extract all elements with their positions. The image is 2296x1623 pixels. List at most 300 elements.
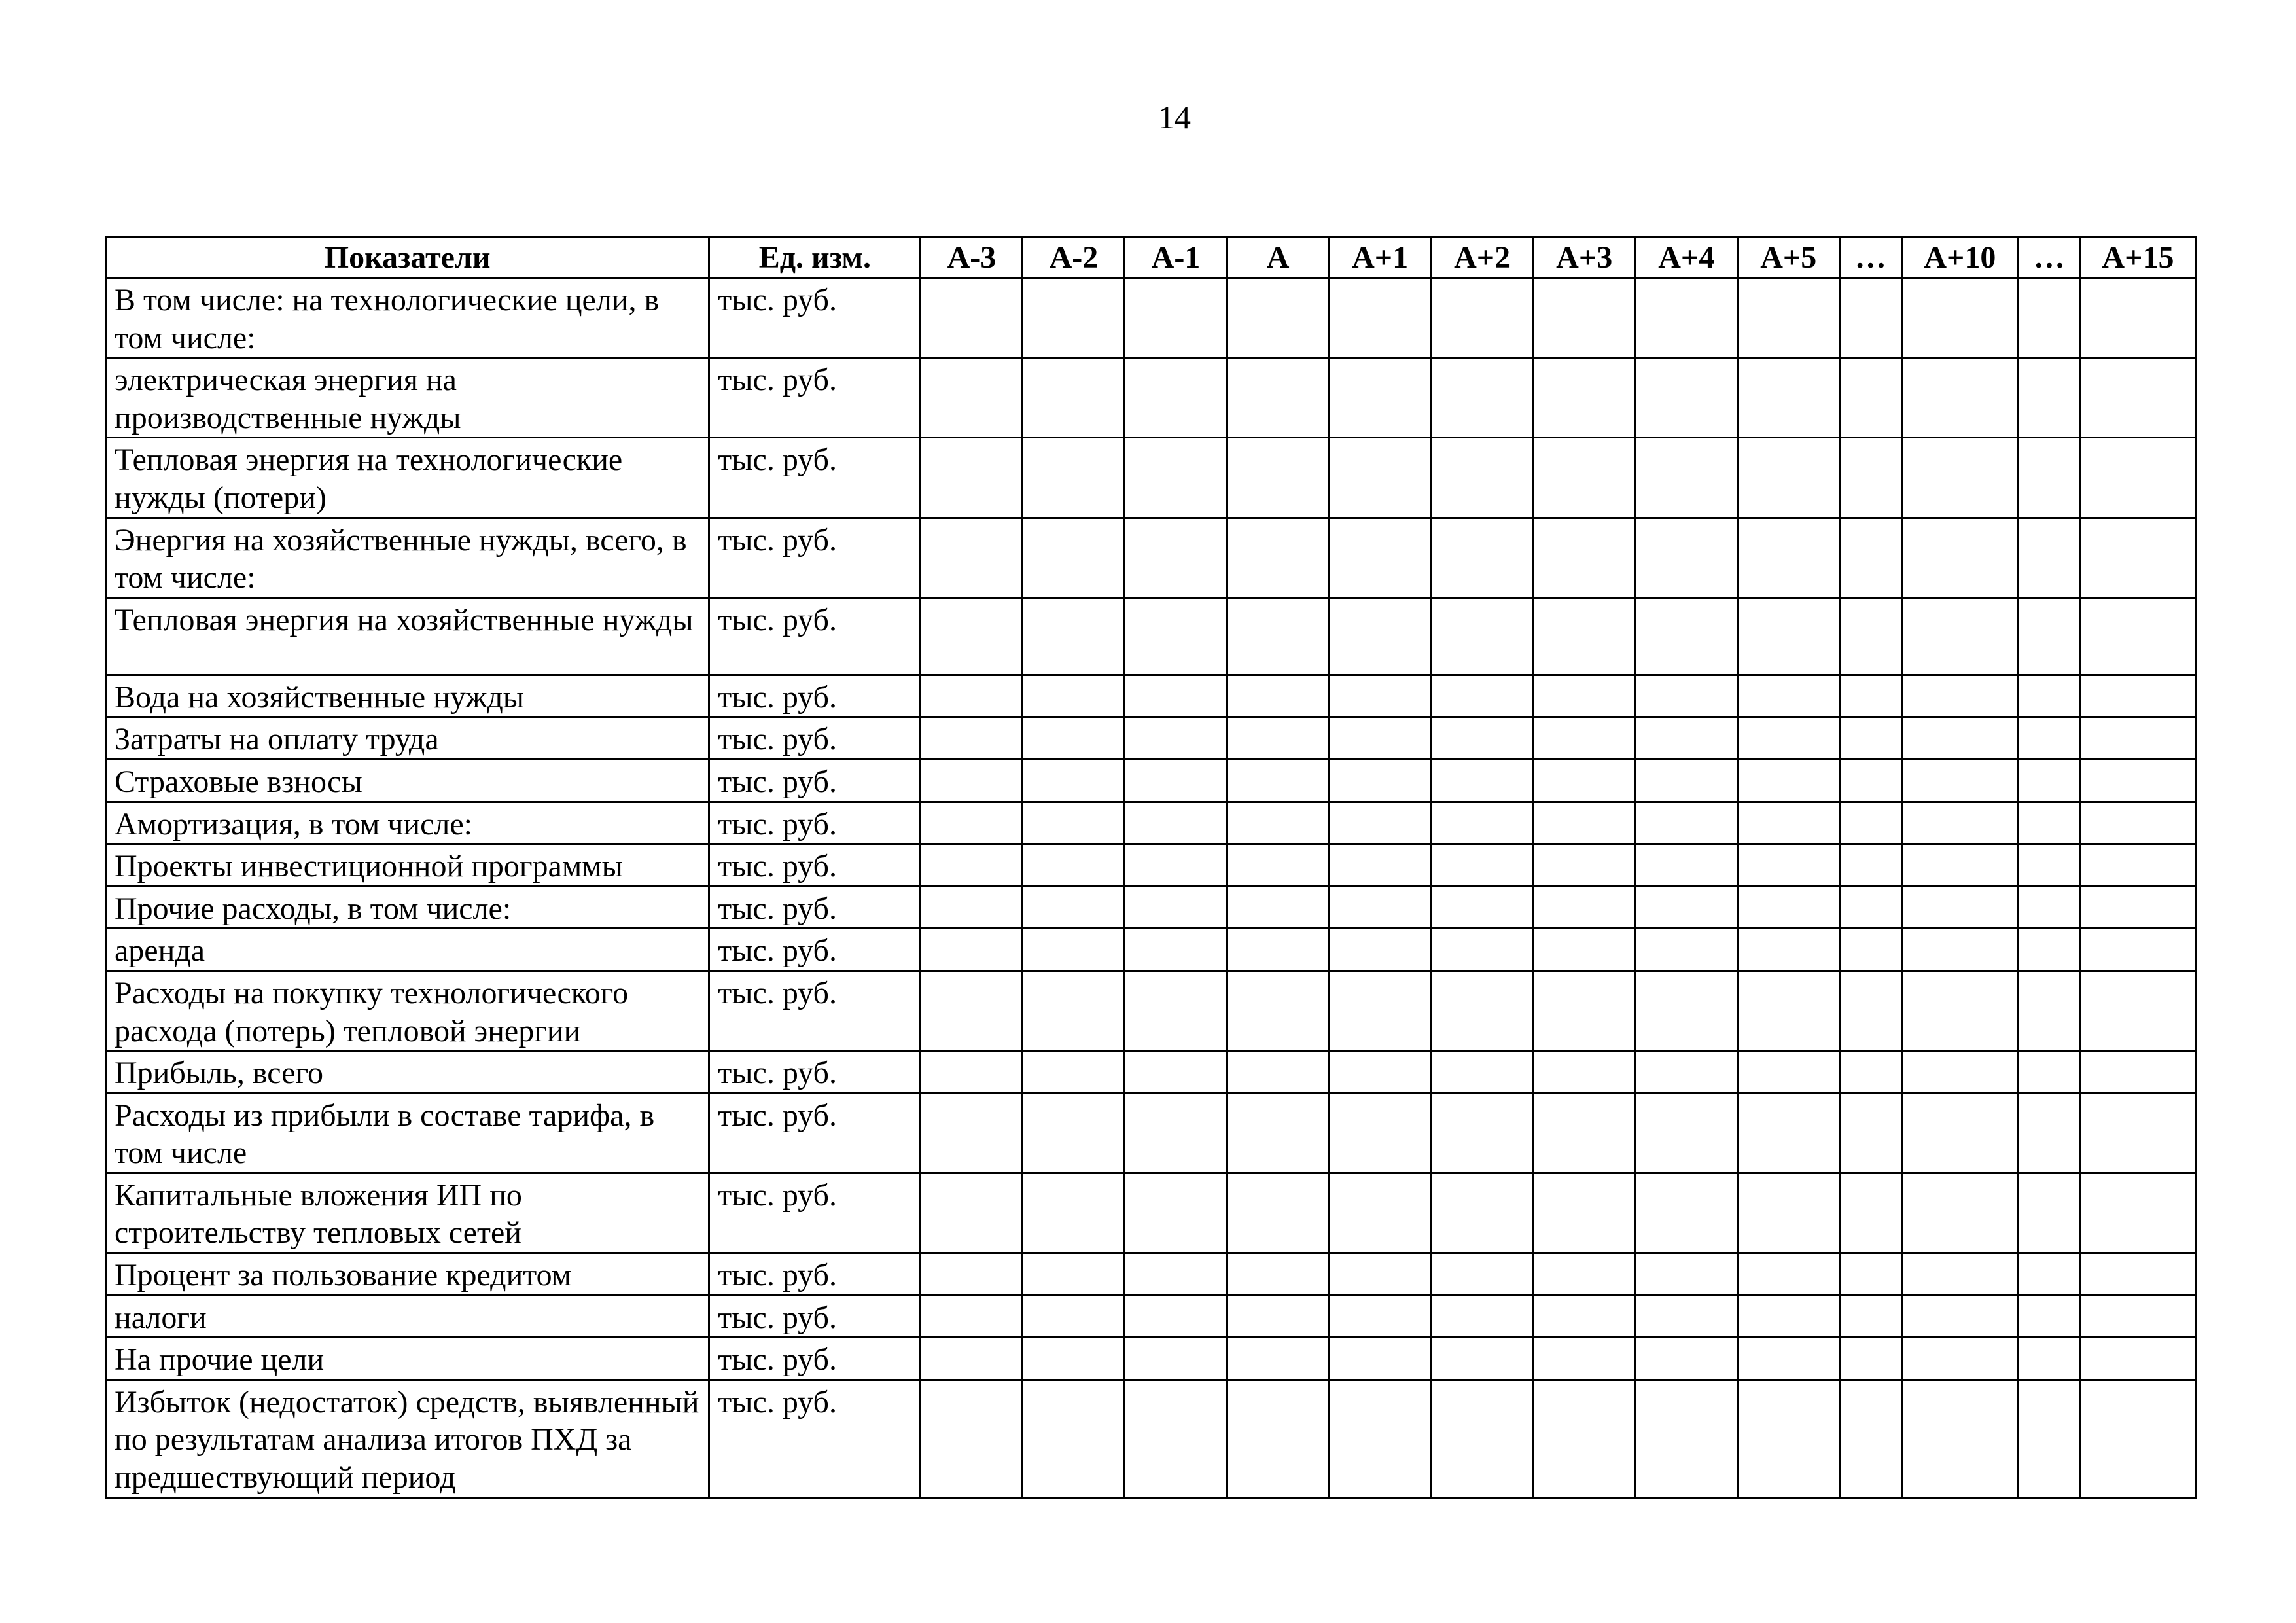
indicator-cell: В том числе: на технологические цели, в том числе:	[106, 278, 709, 358]
table-row	[106, 1173, 2196, 1253]
value-cell	[1533, 844, 1635, 887]
table-row	[106, 1295, 2196, 1338]
value-cell	[1431, 278, 1533, 358]
value-cell	[1227, 1093, 1329, 1173]
unit-cell: тыс. руб.	[709, 929, 921, 971]
value-cell	[921, 886, 1023, 929]
value-cell	[1227, 886, 1329, 929]
value-cell	[1329, 717, 1431, 760]
value-cell	[2080, 518, 2195, 597]
value-cell	[1125, 971, 1227, 1050]
value-cell	[2018, 886, 2080, 929]
value-cell	[1329, 438, 1431, 518]
value-cell	[1533, 1338, 1635, 1380]
unit-cell: тыс. руб.	[709, 971, 921, 1050]
table-row	[106, 1380, 2196, 1497]
value-cell	[921, 597, 1023, 675]
value-cell	[1431, 597, 1533, 675]
value-cell	[2018, 1338, 2080, 1380]
value-cell	[1329, 1051, 1431, 1094]
value-cell	[2018, 1380, 2080, 1497]
value-cell	[1839, 1253, 1901, 1296]
page-number: 14	[1158, 99, 1191, 135]
value-cell	[1125, 1295, 1227, 1338]
indicator-cell: Процент за пользование кредитом	[106, 1253, 709, 1296]
value-cell	[1023, 278, 1125, 358]
value-cell	[1901, 844, 2018, 887]
value-cell	[1125, 717, 1227, 760]
value-cell	[2080, 1380, 2195, 1497]
value-cell	[921, 1295, 1023, 1338]
indicator-cell: налоги	[106, 1295, 709, 1338]
value-cell	[1533, 358, 1635, 438]
value-cell	[1329, 971, 1431, 1050]
value-cell	[2018, 518, 2080, 597]
table-row	[106, 717, 2196, 760]
value-cell	[1125, 597, 1227, 675]
table-row	[106, 597, 2196, 675]
value-cell	[2080, 1338, 2195, 1380]
indicator-cell: Затраты на оплату труда	[106, 717, 709, 760]
value-cell	[1635, 929, 1737, 971]
value-cell	[921, 1338, 1023, 1380]
value-cell	[1431, 1295, 1533, 1338]
indicator-cell: На прочие цели	[106, 1338, 709, 1380]
value-cell	[2018, 1253, 2080, 1296]
value-cell	[1227, 1051, 1329, 1094]
value-cell	[1533, 1093, 1635, 1173]
value-cell	[1431, 358, 1533, 438]
value-cell	[921, 358, 1023, 438]
column-header: А+4	[1635, 238, 1737, 278]
table-row	[106, 438, 2196, 518]
table-row	[106, 1253, 2196, 1296]
value-cell	[1023, 438, 1125, 518]
value-cell	[2080, 1093, 2195, 1173]
value-cell	[1635, 1380, 1737, 1497]
unit-cell: тыс. руб.	[709, 1173, 921, 1253]
value-cell	[1839, 802, 1901, 844]
value-cell	[1901, 717, 2018, 760]
value-cell	[1737, 1380, 1839, 1497]
indicator-cell: Избыток (недостаток) средств, выявленный по результатам анализа итогов ПХД за предшествующий период	[106, 1380, 709, 1497]
indicator-cell: Страховые взносы	[106, 759, 709, 802]
value-cell	[1839, 518, 1901, 597]
value-cell	[1125, 1051, 1227, 1094]
value-cell	[2080, 886, 2195, 929]
value-cell	[2018, 1173, 2080, 1253]
value-cell	[2018, 438, 2080, 518]
value-cell	[1635, 438, 1737, 518]
value-cell	[1227, 675, 1329, 717]
value-cell	[1125, 438, 1227, 518]
column-header: …	[2018, 238, 2080, 278]
value-cell	[1635, 1093, 1737, 1173]
unit-cell: тыс. руб.	[709, 1295, 921, 1338]
table-row	[106, 1338, 2196, 1380]
column-header: А-2	[1023, 238, 1125, 278]
value-cell	[1227, 358, 1329, 438]
value-cell	[1329, 597, 1431, 675]
indicator-cell: Энергия на хозяйственные нужды, всего, в том числе:	[106, 518, 709, 597]
value-cell	[1125, 1173, 1227, 1253]
unit-cell: тыс. руб.	[709, 675, 921, 717]
value-cell	[1023, 1253, 1125, 1296]
value-cell	[1431, 438, 1533, 518]
column-header: А+3	[1533, 238, 1635, 278]
value-cell	[1901, 1173, 2018, 1253]
unit-cell: тыс. руб.	[709, 759, 921, 802]
value-cell	[2080, 675, 2195, 717]
value-cell	[2018, 597, 2080, 675]
value-cell	[1839, 929, 1901, 971]
value-cell	[921, 1380, 1023, 1497]
value-cell	[1431, 518, 1533, 597]
value-cell	[1023, 1051, 1125, 1094]
value-cell	[1125, 1338, 1227, 1380]
value-cell	[1737, 358, 1839, 438]
value-cell	[1901, 438, 2018, 518]
value-cell	[1023, 597, 1125, 675]
value-cell	[1023, 929, 1125, 971]
value-cell	[1635, 518, 1737, 597]
value-cell	[2018, 1295, 2080, 1338]
value-cell	[1533, 971, 1635, 1050]
value-cell	[921, 518, 1023, 597]
value-cell	[1737, 1093, 1839, 1173]
table-row	[106, 518, 2196, 597]
value-cell	[1737, 1295, 1839, 1338]
value-cell	[1737, 518, 1839, 597]
value-cell	[1431, 844, 1533, 887]
unit-cell: тыс. руб.	[709, 717, 921, 760]
value-cell	[1329, 886, 1431, 929]
value-cell	[2018, 802, 2080, 844]
value-cell	[1635, 1173, 1737, 1253]
value-cell	[1023, 717, 1125, 760]
value-cell	[1533, 278, 1635, 358]
value-cell	[921, 438, 1023, 518]
value-cell	[1901, 1380, 2018, 1497]
value-cell	[1901, 1051, 2018, 1094]
indicator-cell: Вода на хозяйственные нужды	[106, 675, 709, 717]
value-cell	[1839, 1093, 1901, 1173]
value-cell	[1329, 1380, 1431, 1497]
value-cell	[1839, 1338, 1901, 1380]
value-cell	[2018, 358, 2080, 438]
value-cell	[1737, 929, 1839, 971]
value-cell	[1023, 844, 1125, 887]
unit-cell: тыс. руб.	[709, 1051, 921, 1094]
value-cell	[1431, 1380, 1533, 1497]
value-cell	[1023, 1173, 1125, 1253]
value-cell	[1329, 1093, 1431, 1173]
value-cell	[2080, 1295, 2195, 1338]
unit-cell: тыс. руб.	[709, 1253, 921, 1296]
value-cell	[1227, 1380, 1329, 1497]
value-cell	[1431, 1338, 1533, 1380]
value-cell	[2018, 1093, 2080, 1173]
value-cell	[1901, 1295, 2018, 1338]
value-cell	[1635, 1253, 1737, 1296]
table-row	[106, 802, 2196, 844]
unit-cell: тыс. руб.	[709, 1093, 921, 1173]
value-cell	[1329, 759, 1431, 802]
indicator-cell: Расходы на покупку технологического расхода (потерь) тепловой энергии	[106, 971, 709, 1050]
value-cell	[1125, 358, 1227, 438]
table-row	[106, 278, 2196, 358]
value-cell	[1635, 971, 1737, 1050]
indicator-cell: Амортизация, в том числе:	[106, 802, 709, 844]
value-cell	[2080, 358, 2195, 438]
value-cell	[1227, 844, 1329, 887]
table-row	[106, 1093, 2196, 1173]
unit-cell: тыс. руб.	[709, 438, 921, 518]
value-cell	[921, 717, 1023, 760]
column-header: А+10	[1901, 238, 2018, 278]
value-cell	[1125, 759, 1227, 802]
indicator-cell: аренда	[106, 929, 709, 971]
value-cell	[1839, 971, 1901, 1050]
value-cell	[921, 802, 1023, 844]
value-cell	[1737, 844, 1839, 887]
indicators-table	[105, 236, 2197, 1499]
value-cell	[2080, 929, 2195, 971]
table-row	[106, 886, 2196, 929]
value-cell	[921, 1253, 1023, 1296]
value-cell	[1635, 278, 1737, 358]
value-cell	[1533, 929, 1635, 971]
value-cell	[1533, 675, 1635, 717]
value-cell	[1329, 358, 1431, 438]
value-cell	[1635, 886, 1737, 929]
table-row	[106, 358, 2196, 438]
value-cell	[1901, 1338, 2018, 1380]
value-cell	[2018, 759, 2080, 802]
column-header: А-3	[921, 238, 1023, 278]
value-cell	[1635, 1338, 1737, 1380]
value-cell	[1901, 1253, 2018, 1296]
unit-cell: тыс. руб.	[709, 802, 921, 844]
column-header: А-1	[1125, 238, 1227, 278]
value-cell	[921, 759, 1023, 802]
column-header: А+2	[1431, 238, 1533, 278]
value-cell	[1125, 1380, 1227, 1497]
value-cell	[1901, 929, 2018, 971]
value-cell	[1839, 438, 1901, 518]
value-cell	[1329, 844, 1431, 887]
value-cell	[2080, 1253, 2195, 1296]
value-cell	[1839, 759, 1901, 802]
table-row	[106, 759, 2196, 802]
value-cell	[1737, 675, 1839, 717]
value-cell	[1737, 438, 1839, 518]
value-cell	[1125, 278, 1227, 358]
value-cell	[1533, 1253, 1635, 1296]
value-cell	[1023, 802, 1125, 844]
value-cell	[921, 1093, 1023, 1173]
value-cell	[1125, 929, 1227, 971]
value-cell	[1839, 675, 1901, 717]
value-cell	[1839, 1173, 1901, 1253]
value-cell	[1125, 844, 1227, 887]
column-header: Ед. изм.	[709, 238, 921, 278]
value-cell	[1023, 759, 1125, 802]
value-cell	[1635, 1295, 1737, 1338]
value-cell	[1023, 971, 1125, 1050]
value-cell	[1227, 759, 1329, 802]
value-cell	[1533, 518, 1635, 597]
value-cell	[2018, 929, 2080, 971]
value-cell	[1329, 929, 1431, 971]
value-cell	[1329, 278, 1431, 358]
indicator-cell: Расходы из прибыли в составе тарифа, в том числе	[106, 1093, 709, 1173]
value-cell	[1901, 759, 2018, 802]
value-cell	[1023, 1295, 1125, 1338]
value-cell	[1329, 518, 1431, 597]
value-cell	[921, 929, 1023, 971]
value-cell	[1635, 802, 1737, 844]
value-cell	[1431, 929, 1533, 971]
value-cell	[1839, 1380, 1901, 1497]
value-cell	[1533, 1295, 1635, 1338]
value-cell	[1023, 675, 1125, 717]
value-cell	[1227, 971, 1329, 1050]
value-cell	[1635, 1051, 1737, 1094]
value-cell	[1839, 1051, 1901, 1094]
value-cell	[1329, 1338, 1431, 1380]
value-cell	[1125, 886, 1227, 929]
unit-cell: тыс. руб.	[709, 597, 921, 675]
value-cell	[2080, 1051, 2195, 1094]
value-cell	[1227, 438, 1329, 518]
column-header: А+15	[2080, 238, 2195, 278]
value-cell	[2018, 717, 2080, 760]
value-cell	[1737, 1173, 1839, 1253]
value-cell	[1227, 1338, 1329, 1380]
value-cell	[1533, 1380, 1635, 1497]
indicator-cell: Капитальные вложения ИП по строительству тепловых сетей	[106, 1173, 709, 1253]
table-row	[106, 1051, 2196, 1094]
value-cell	[1533, 759, 1635, 802]
value-cell	[1533, 717, 1635, 760]
value-cell	[1227, 1295, 1329, 1338]
value-cell	[1329, 802, 1431, 844]
value-cell	[921, 1051, 1023, 1094]
column-header: Показатели	[106, 238, 709, 278]
value-cell	[1839, 278, 1901, 358]
value-cell	[1901, 675, 2018, 717]
value-cell	[2018, 278, 2080, 358]
value-cell	[2018, 971, 2080, 1050]
table-row	[106, 971, 2196, 1050]
value-cell	[1533, 886, 1635, 929]
value-cell	[1533, 802, 1635, 844]
unit-cell: тыс. руб.	[709, 518, 921, 597]
value-cell	[1125, 1253, 1227, 1296]
value-cell	[1023, 1380, 1125, 1497]
value-cell	[1431, 971, 1533, 1050]
value-cell	[1329, 675, 1431, 717]
value-cell	[1737, 1338, 1839, 1380]
value-cell	[1901, 802, 2018, 844]
value-cell	[1431, 1173, 1533, 1253]
column-header: А	[1227, 238, 1329, 278]
indicator-cell: электрическая энергия на производственные нужды	[106, 358, 709, 438]
value-cell	[1227, 597, 1329, 675]
value-cell	[1839, 717, 1901, 760]
value-cell	[1125, 802, 1227, 844]
indicator-cell: Прибыль, всего	[106, 1051, 709, 1094]
value-cell	[1431, 717, 1533, 760]
value-cell	[1431, 675, 1533, 717]
value-cell	[1737, 717, 1839, 760]
value-cell	[2080, 278, 2195, 358]
value-cell	[2080, 802, 2195, 844]
value-cell	[921, 1173, 1023, 1253]
value-cell	[1227, 278, 1329, 358]
column-header: А+1	[1329, 238, 1431, 278]
value-cell	[1737, 802, 1839, 844]
value-cell	[921, 844, 1023, 887]
value-cell	[1533, 1173, 1635, 1253]
value-cell	[1635, 844, 1737, 887]
unit-cell: тыс. руб.	[709, 1338, 921, 1380]
value-cell	[1023, 886, 1125, 929]
value-cell	[1023, 358, 1125, 438]
value-cell	[921, 971, 1023, 1050]
indicator-cell: Тепловая энергия на технологические нужды (потери)	[106, 438, 709, 518]
value-cell	[1901, 1093, 2018, 1173]
value-cell	[1023, 1338, 1125, 1380]
unit-cell: тыс. руб.	[709, 886, 921, 929]
value-cell	[1329, 1173, 1431, 1253]
value-cell	[1533, 438, 1635, 518]
value-cell	[1839, 844, 1901, 887]
value-cell	[2080, 844, 2195, 887]
value-cell	[1737, 278, 1839, 358]
value-cell	[2080, 1173, 2195, 1253]
value-cell	[921, 278, 1023, 358]
value-cell	[1125, 518, 1227, 597]
value-cell	[2018, 844, 2080, 887]
value-cell	[1737, 1253, 1839, 1296]
value-cell	[1431, 1093, 1533, 1173]
indicator-cell: Тепловая энергия на хозяйственные нужды	[106, 597, 709, 675]
value-cell	[2080, 717, 2195, 760]
value-cell	[2080, 438, 2195, 518]
table-header-row	[106, 238, 2196, 278]
value-cell	[2080, 971, 2195, 1050]
value-cell	[1901, 971, 2018, 1050]
value-cell	[1227, 802, 1329, 844]
value-cell	[2080, 597, 2195, 675]
value-cell	[1125, 675, 1227, 717]
value-cell	[1839, 1295, 1901, 1338]
value-cell	[1635, 675, 1737, 717]
table-row	[106, 675, 2196, 717]
value-cell	[1329, 1295, 1431, 1338]
value-cell	[1635, 597, 1737, 675]
value-cell	[1023, 1093, 1125, 1173]
value-cell	[1635, 759, 1737, 802]
value-cell	[1901, 518, 2018, 597]
unit-cell: тыс. руб.	[709, 358, 921, 438]
value-cell	[1901, 886, 2018, 929]
value-cell	[1431, 1051, 1533, 1094]
column-header: …	[1839, 238, 1901, 278]
value-cell	[2018, 675, 2080, 717]
